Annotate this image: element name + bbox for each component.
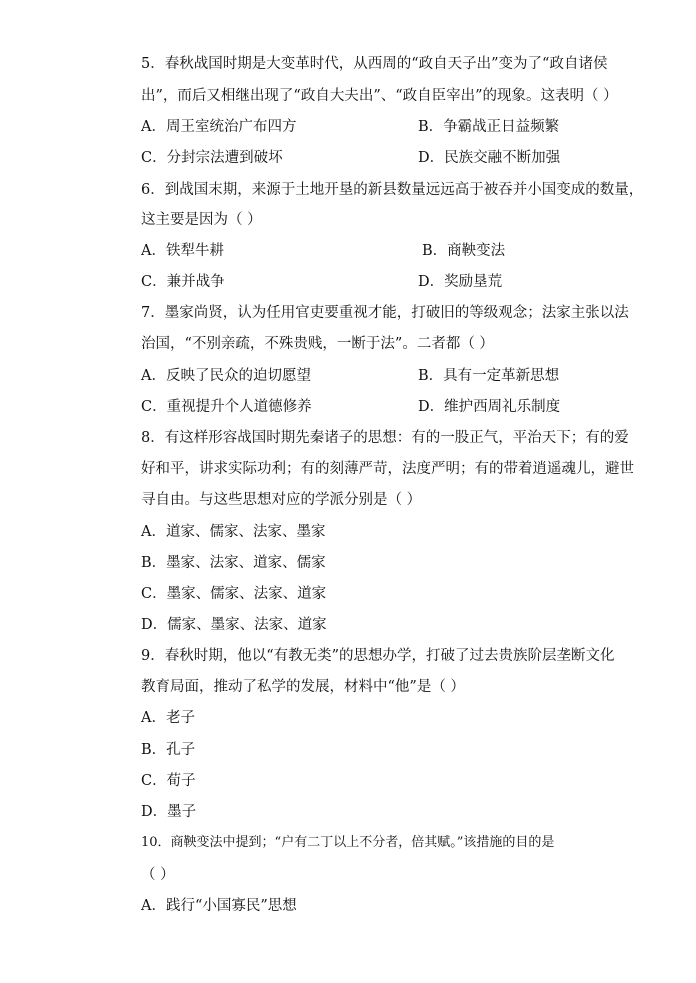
- question-6-option-c: C．兼并战争: [141, 274, 225, 290]
- question-5-stem-line-1: 5．春秋战国时期是大变革时代，从西周的“政自天子出”变为了“政自诸侯: [141, 56, 608, 72]
- question-8-stem-line-3: 寻自由。与这些思想对应的学派分别是（ ）: [141, 492, 422, 508]
- question-7-option-a: A．反映了民众的迫切愿望: [141, 368, 311, 384]
- question-9-stem-line-1: 9．春秋时期，他以“有教无类”的思想办学，打破了过去贵族阶层垄断文化: [141, 648, 615, 664]
- question-8-stem-line-2: 好和平，讲求实际功利；有的刻薄严苛，法度严明；有的带着逍遥魂儿，避世: [141, 461, 634, 477]
- question-9-option-d: D．墨子: [141, 804, 197, 820]
- question-5-stem-line-2: 出”，而后又相继出现了“政自大夫出”、“政自臣宰出”的现象。这表明（ ）: [141, 88, 618, 104]
- question-10-option-a: A．践行“小国寡民”思想: [141, 898, 297, 914]
- question-7-option-b: B．具有一定革新思想: [418, 368, 560, 384]
- question-7-option-c: C．重视提升个人道德修养: [141, 399, 312, 415]
- question-6-stem-line-1: 6．到战国末期，来源于土地开垦的新县数量远远高于被吞并小国变成的数量，: [141, 182, 644, 198]
- question-8-option-a: A．道家、儒家、法家、墨家: [141, 524, 326, 540]
- question-5-option-a: A．周王室统治广布四方: [141, 119, 297, 135]
- question-9-option-a: A．老子: [141, 710, 195, 726]
- question-8-stem-line-1: 8．有这样形容战国时期先秦诸子的思想：有的一股正气，平治天下；有的爱: [141, 430, 629, 446]
- question-9-stem-line-2: 教育局面，推动了私学的发展，材料中“他”是（ ）: [141, 679, 465, 695]
- question-8-option-d: D．儒家、墨家、法家、道家: [141, 617, 327, 633]
- question-8-option-c: C．墨家、儒家、法家、道家: [141, 586, 327, 602]
- question-7-stem-line-1: 7．墨家尚贤，认为任用官吏要重视才能，打破旧的等级观念；法家主张以法: [141, 305, 629, 321]
- question-10-stem-line-2: （ ）: [141, 867, 175, 883]
- question-7-stem-line-2: 治国，“不别亲疏，不殊贵贱，一断于法”。二者都（ ）: [141, 336, 494, 352]
- question-6-stem-line-2: 这主要是因为（ ）: [141, 212, 262, 228]
- question-6-option-d: D．奖励垦荒: [418, 274, 503, 290]
- question-9-option-b: B．孔子: [141, 742, 196, 758]
- question-8-option-b: B．墨家、法家、道家、儒家: [141, 555, 326, 571]
- question-5-option-c: C．分封宗法遭到破坏: [141, 150, 283, 166]
- question-9-option-c: C．荀子: [141, 773, 196, 789]
- question-6-option-a: A．铁犁牛耕: [141, 243, 224, 259]
- question-5-option-b: B．争霸战正日益频繁: [418, 119, 560, 135]
- question-6-option-b: B．商鞅变法: [422, 243, 506, 259]
- question-5-option-d: D．民族交融不断加强: [418, 150, 561, 166]
- question-7-option-d: D．维护西周礼乐制度: [418, 399, 561, 415]
- question-10-stem-line-1: 10．商鞅变法中提到；“户有二丁以上不分者，倍其赋。”该措施的目的是: [141, 835, 555, 850]
